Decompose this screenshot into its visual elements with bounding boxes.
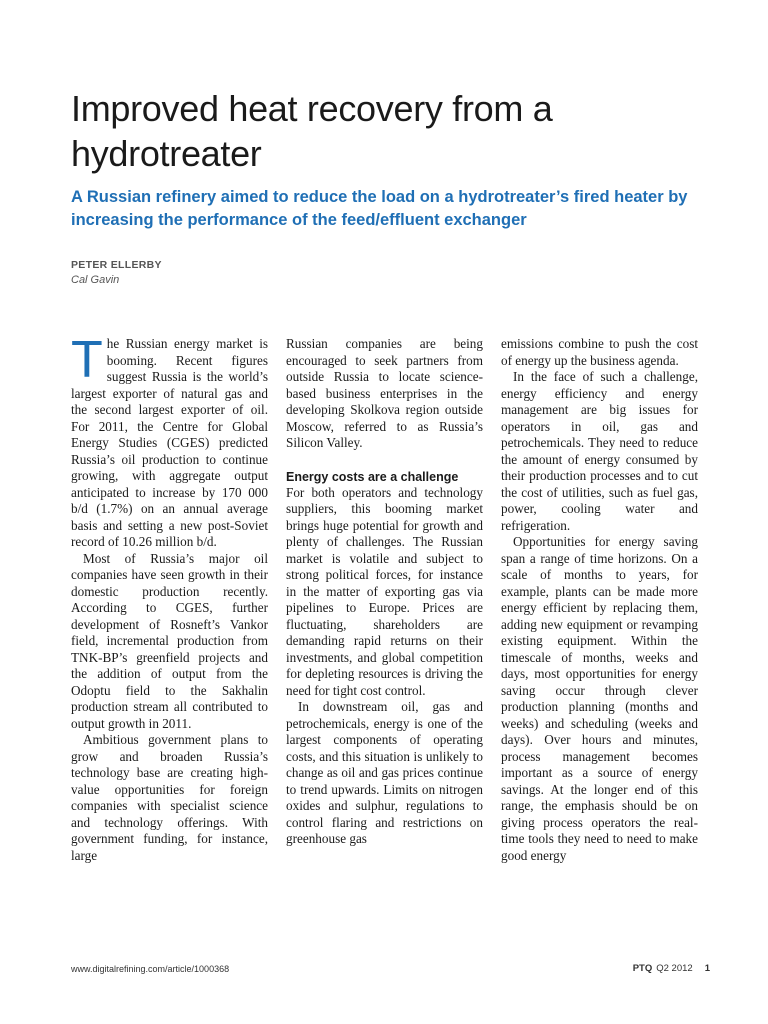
footer-issue-info <box>633 963 710 974</box>
body-paragraph: Opportunities for energy saving span a range of time horizons. On a scale of months to years, for example, plants can be made more energy efficient by replacing them, adding new equipment or revamping existing equipment. Within the timescale of months, weeks and days, most opportunities for energy saving occur through clever production planning (months and weeks) and scheduling (weeks and days). Over hours and minutes, process management becomes important as a source of energy savings. At the longer end of this range, the emphasis should be on giving process operators the real-time tools they need to need to make good energy <box>501 534 698 863</box>
paragraph-text: he Russian energy market is booming. Recent figures suggest Russia is the world’s largest exporter of natural gas and the second largest exporter of oil. For 2011, the Centre for Global Energy Studies (CGES) predicted Russia’s oil production to continue growing, with aggregate output anticipated to increase by 170 000 b/d (1.7%) on an annual average basis and setting a new post-Soviet record of 10.26 million b/d. <box>71 336 268 549</box>
body-column-1 <box>71 336 268 926</box>
article-url-link[interactable]: www.digitalrefining.com/article/1000368 <box>71 964 230 974</box>
author-name: PETER ELLERBY <box>71 259 162 271</box>
body-paragraph: For both operators and technology suppliers, this booming market brings huge potential for growth and plenty of challenges. The Russian market is volatile and subject to strong political forces, for instance in the matter of exporting gas via pipelines to Europe. Prices are fluctuating, shareholders are demanding rapid returns on their investments, and global competition for depleting resources is driving the need for tight cost control. <box>286 484 483 698</box>
author-company: Cal Gavin <box>71 274 120 286</box>
body-paragraph: emissions combine to push the cost of energy up the business agenda. <box>501 336 698 368</box>
page-number: 1 <box>704 963 710 974</box>
body-paragraph: Ambitious government plans to grow and broaden Russia’s technology base are creating high-value opportunities for foreign companies with specialist science and technology offerings. With government funding, for instance, large <box>71 732 268 863</box>
body-paragraph <box>71 336 268 551</box>
issue-label: Q2 2012 <box>656 963 693 974</box>
drop-cap: T <box>71 336 103 389</box>
body-paragraph: In downstream oil, gas and petrochemicals, energy is one of the largest components of operating costs, and this situation is unlikely to change as oil and gas prices continue to trend upwards. Limits on nitrogen oxides and sulphur, regulations to control flaring and restrictions on greenhouse gas <box>286 699 483 846</box>
body-paragraph: In the face of such a challenge, energy efficiency and energy management are big issues for operators in oil, gas and petrochemicals. They need to reduce the amount of energy consumed by their production processes and to cut the cost of utilities, such as fuel gas, power, cooling water and refrigeration. <box>501 369 698 533</box>
body-paragraph: Russian companies are being encouraged to seek partners from outside Russia to locate science-based business enterprises in the developing Skolkova region outside Moscow, referred to as Russia’s Silicon Valley. <box>286 336 483 450</box>
article-subtitle: A Russian refinery aimed to reduce the load on a hydrotreater’s fired heater by increasing the performance of the feed/effluent exchanger <box>71 188 688 229</box>
section-heading: Energy costs are a challenge <box>286 469 459 484</box>
body-paragraph: Most of Russia’s major oil companies have seen growth in their domestic production recently. According to CGES, further development of Rosneft’s Vankor field, incremental production from TNK-BP’s greenfield projects and the addition of output from the Odoptu field to the Sakhalin production stream all contributed to output growth in 2011. <box>71 550 268 731</box>
magazine-name: PTQ <box>632 963 653 974</box>
article-title: Improved heat recovery from a hydrotreater <box>71 88 553 174</box>
body-column-2 <box>286 336 483 926</box>
body-column-3 <box>501 336 698 926</box>
